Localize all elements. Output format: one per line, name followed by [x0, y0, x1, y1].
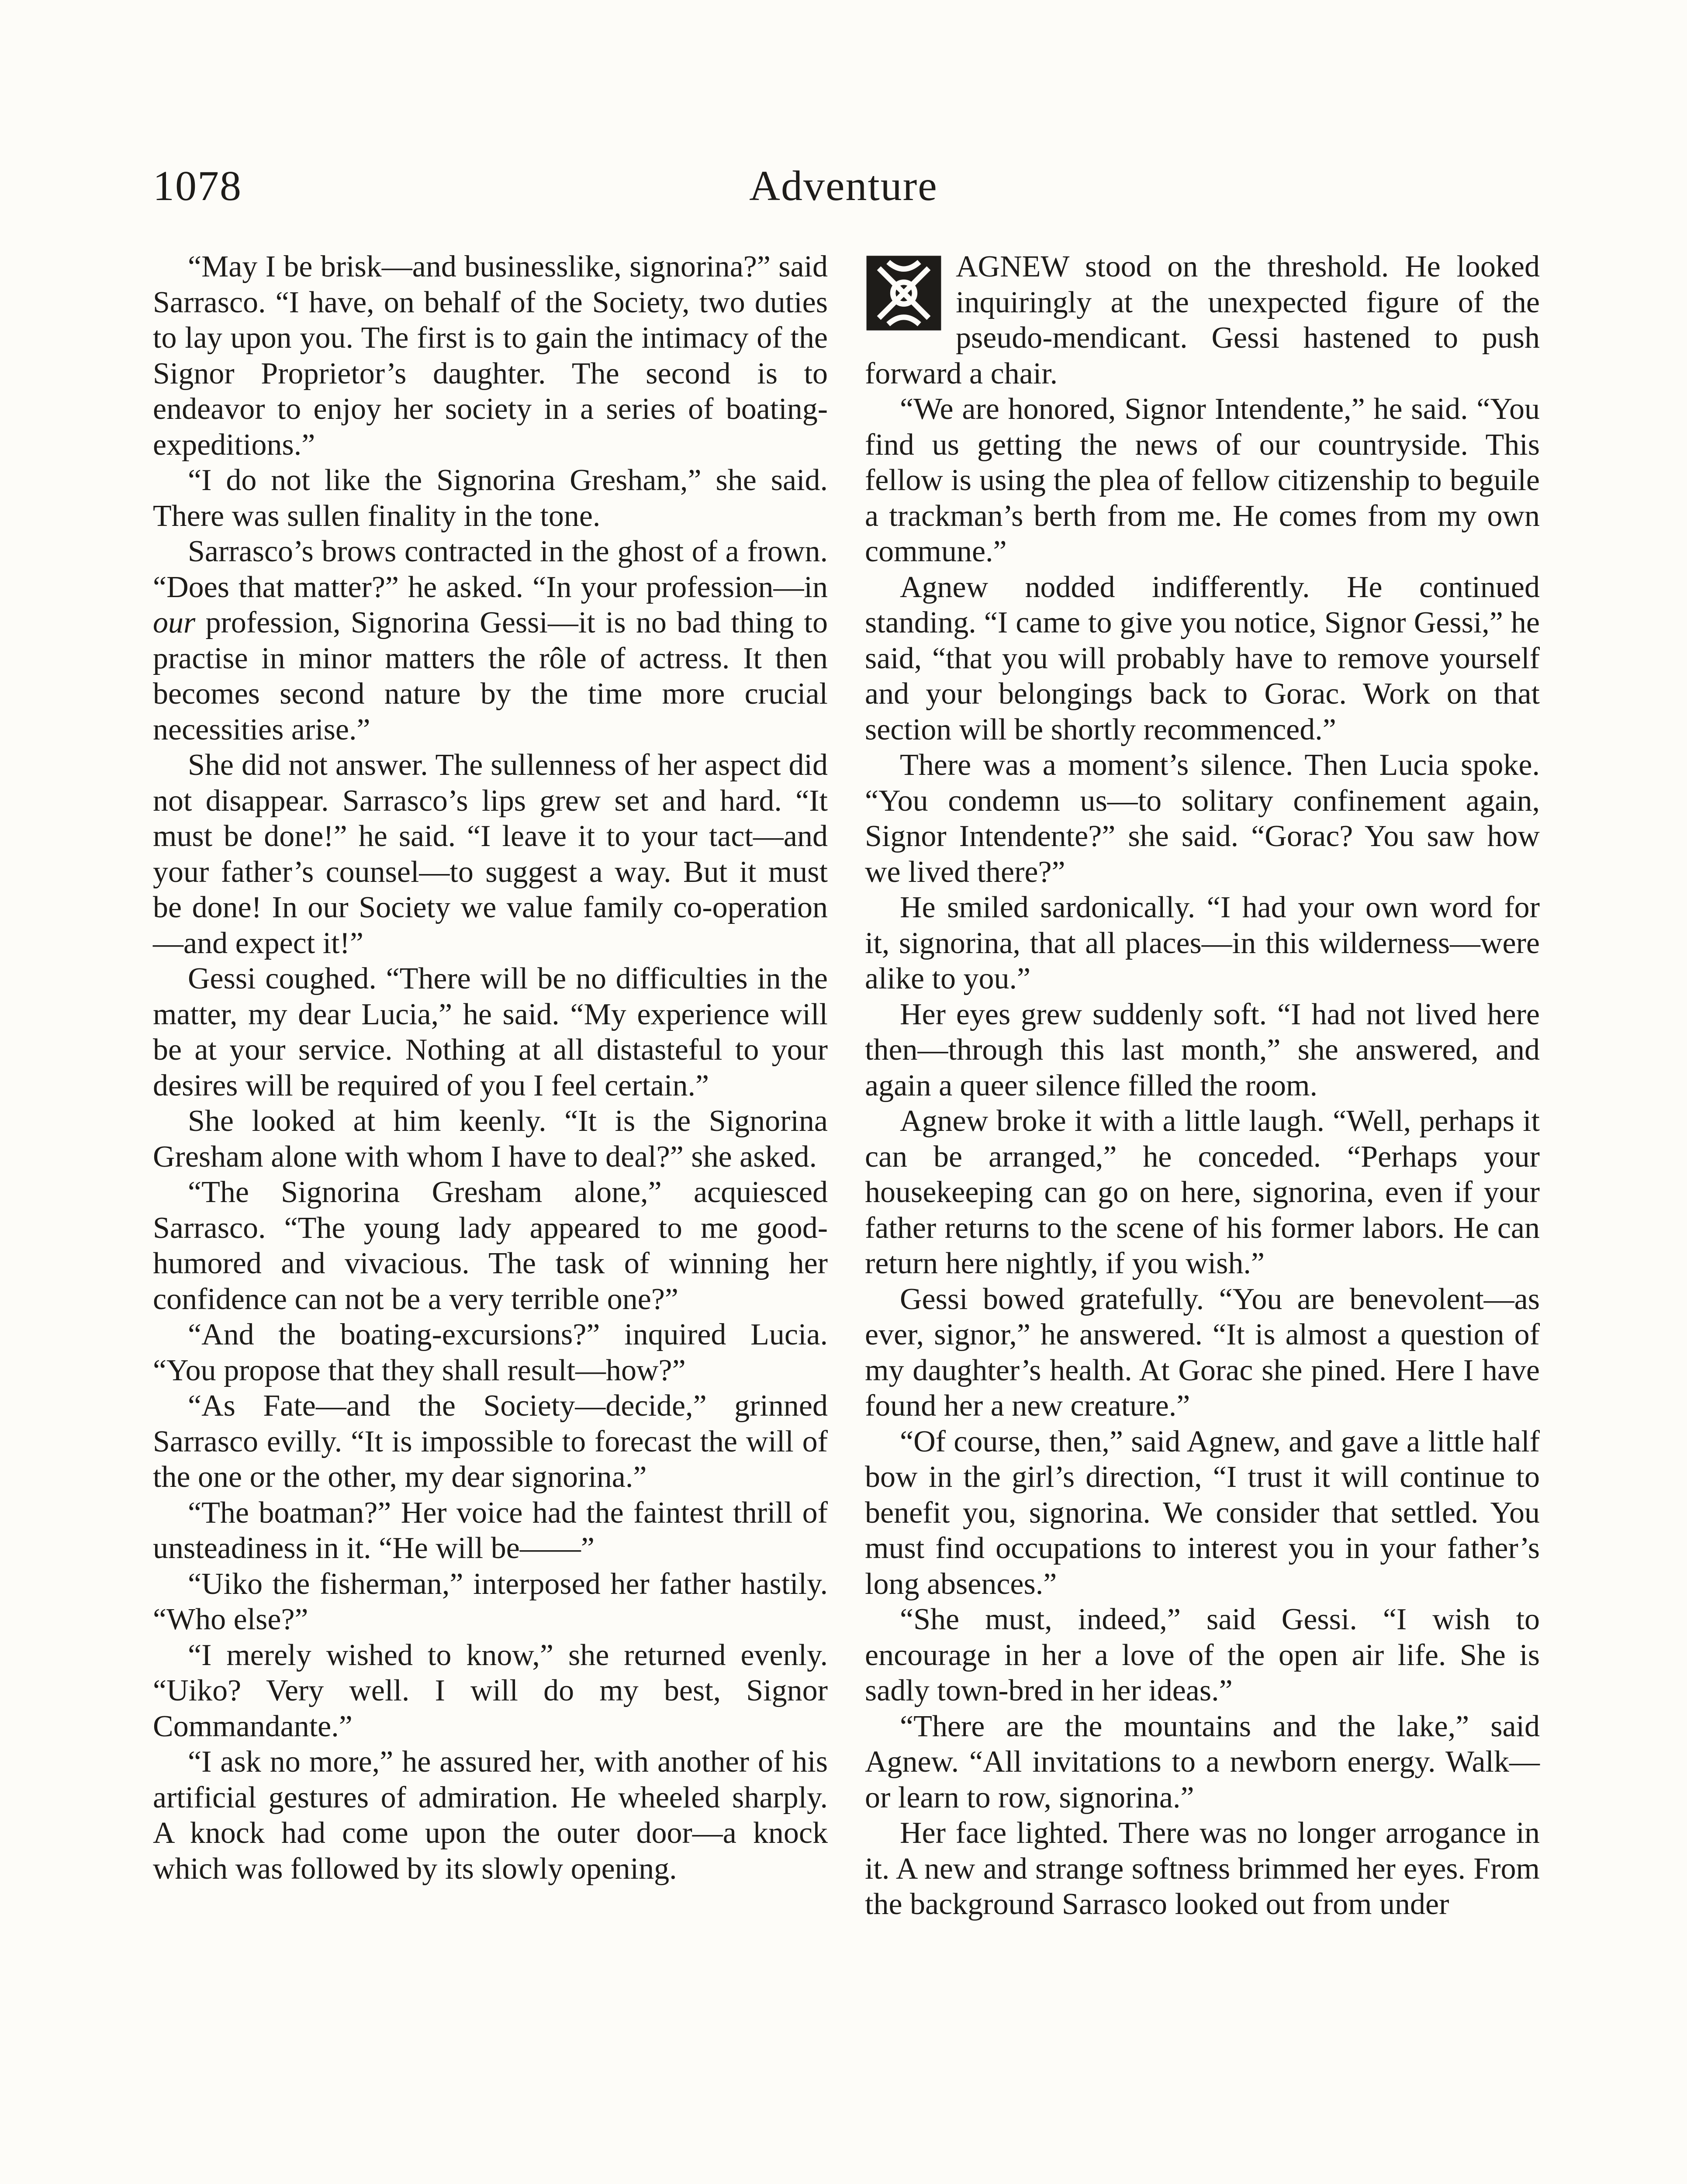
paragraph: Her eyes grew suddenly soft. “I had not lived here then—through this last month,” she answered, and again a queer silence filled the room. — [865, 997, 1540, 1102]
paragraph: “There are the mountains and the lake,” said Agnew. “All invitations to a newborn energy. Walk—or learn to row, signorina.” — [865, 1709, 1540, 1814]
paragraph: “I do not like the Signorina Gresham,” she said. There was sullen finality in the tone. — [153, 463, 828, 533]
left-column — [153, 249, 828, 1887]
paragraph: “The Signorina Gresham alone,” acquiesced Sarrasco. “The young lady appeared to me good-humored and vivacious. The task of winning her confidence can not be a very terrible one?” — [153, 1175, 828, 1316]
paragraph: He smiled sardonically. “I had your own word for it, signorina, that all places—in this wilderness—were alike to you.” — [865, 891, 1540, 995]
paragraph: “Uiko the fisherman,” interposed her father hastily. “Who else?” — [153, 1567, 828, 1636]
right-column — [865, 249, 1540, 1922]
paragraph: “We are honored, Signor Intendente,” he said. “You find us getting the news of our countryside. This fellow is using the plea of fellow citizenship to beguile a trackman’s berth from me. He comes from my own commune.” — [865, 392, 1540, 568]
paragraph — [153, 534, 828, 747]
italic-word: our — [153, 606, 196, 639]
magazine-title: Adventure — [749, 162, 938, 210]
paragraph: “I ask no more,” he assured her, with another of his artificial gestures of admiration. He wheeled sharply. A knock had come upon the outer door—a knock which was followed by its slowly opening. — [153, 1745, 828, 1886]
paragraph: There was a moment’s silence. Then Lucia spoke. “You condemn us—to solitary confinement again, Signor Intendente?” she said. “Gorac? You saw how we lived there?” — [865, 748, 1540, 889]
paragraph-text: Sarrasco’s brows contracted in the ghost of a frown. “Does that matter?” he asked. “In your profession—in — [153, 535, 828, 604]
paragraph: “May I be brisk—and businesslike, signorina?” said Sarrasco. “I have, on behalf of the Society, two duties to lay upon you. The first is to gain the intimacy of the Signor Proprietor’s daughter. The second is to endeavor to enjoy her society in a series of boating-expeditions.” — [153, 250, 828, 462]
paragraph: Her face lighted. There was no longer arrogance in it. A new and strange softness brimmed her eyes. From the background Sarrasco looked out from under — [865, 1816, 1540, 1921]
paragraph: “As Fate—and the Society—decide,” grinned Sarrasco evilly. “It is impossible to forecast the will of the one or the other, my dear signorina.” — [153, 1389, 828, 1494]
paragraph-text: profession, Signorina Gessi—it is no bad thing to practise in minor matters the rôle of actress. It then becomes second nature by the time more crucial necessities arise.” — [153, 606, 828, 746]
ornament-icon — [865, 254, 943, 332]
paragraph: “I merely wished to know,” she returned evenly. “Uiko? Very well. I will do my best, Signor Commandante.” — [153, 1638, 828, 1743]
paragraph: AGNEW stood on the threshold. He looked inquiringly at the unexpected figure of the pseudo-mendicant. Gessi hastened to push forward a chair. — [865, 250, 1540, 390]
paragraph: Agnew broke it with a little laugh. “Well, perhaps it can be arranged,” he conceded. “Perhaps your housekeeping can go on here, signorina, even if your father returns to the scene of his former labors. He can return here nightly, if you wish.” — [865, 1104, 1540, 1280]
page-number: 1078 — [153, 162, 242, 210]
paragraph: “The boatman?” Her voice had the faintest thrill of unsteadiness in it. “He will be——” — [153, 1496, 828, 1565]
paragraph: She looked at him keenly. “It is the Signorina Gresham alone with whom I have to deal?” she asked. — [153, 1104, 828, 1174]
paragraph: “Of course, then,” said Agnew, and gave a little half bow in the girl’s direction, “I trust it will continue to benefit you, signorina. We consider that settled. You must find occupations to interest you in your father’s long absences.” — [865, 1424, 1540, 1601]
paragraph: She did not answer. The sullenness of her aspect did not disappear. Sarrasco’s lips grew set and hard. “It must be done!” he said. “I leave it to your tact—and your father’s counsel—to suggest a way. But it must be done! In our Society we value family co-operation—and expect it!” — [153, 748, 828, 960]
paragraph: “And the boating-excursions?” inquired Lucia. “You propose that they shall result—how?” — [153, 1318, 828, 1387]
paragraph: Gessi coughed. “There will be no difficulties in the matter, my dear Lucia,” he said. “My experience will be at your service. Nothing at all distasteful to your desires will be required of you I feel certain.” — [153, 962, 828, 1102]
paragraph: “She must, indeed,” said Gessi. “I wish to encourage in her a love of the open air life. She is sadly town-bred in her ideas.” — [865, 1603, 1540, 1707]
page-header — [153, 162, 1534, 227]
paragraph: Gessi bowed gratefully. “You are benevolent—as ever, signor,” he answered. “It is almost a question of my daughter’s health. At Gorac she pined. Here I have found her a new creature.” — [865, 1282, 1540, 1423]
paragraph: Agnew nodded indifferently. He continued standing. “I came to give you notice, Signor Gessi,” he said, “that you will probably have to remove yourself and your belongings back to Gorac. Work on that section will be shortly recommenced.” — [865, 570, 1540, 746]
